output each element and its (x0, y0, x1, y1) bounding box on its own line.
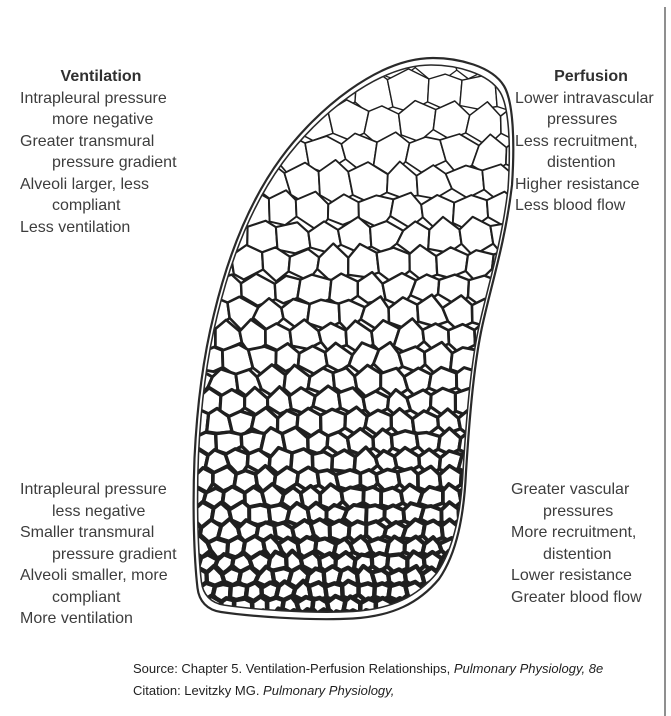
alveolus-cell (276, 222, 311, 253)
ventilation-base-annotations (20, 479, 185, 630)
citation-text: Citation: Levitzky MG. (133, 683, 264, 698)
alveolus-cell (257, 101, 300, 142)
pane-divider-line (664, 7, 666, 716)
annotation-line: compliant (52, 197, 121, 214)
alveolus-cell (457, 539, 476, 558)
alveolus-cell (503, 410, 528, 436)
alveolus-cell (481, 431, 504, 453)
alveolus-cell (488, 570, 506, 587)
alveolus-cell (406, 609, 421, 629)
alveolus-cell (281, 74, 321, 112)
alveolus-cell (502, 369, 529, 396)
annotation-line: distention (547, 154, 616, 171)
annotation-line: Greater blood flow (511, 588, 642, 606)
alveolus-cell (187, 161, 222, 198)
alveolus-cell (190, 107, 224, 141)
annotation-line: Less blood flow (515, 197, 626, 214)
alveolus-cell (490, 223, 517, 256)
annotation-line: distention (543, 545, 612, 563)
annotation-line: Alveoli larger, less (20, 175, 149, 193)
alveolus-cell (390, 612, 407, 629)
alveolus-cell (484, 581, 504, 600)
annotation-line: Alveoli smaller, more (20, 567, 168, 584)
alveolus-cell (498, 320, 528, 352)
alveolus-cell (456, 553, 474, 573)
alveolus-cell (476, 537, 495, 559)
alveolus-cell (198, 609, 213, 629)
alveolus-cell (221, 163, 258, 204)
annotation-line: Intrapleural pressure (20, 89, 167, 107)
citation-line (133, 680, 603, 702)
source-text: Source: Chapter 5. Ventilation-Perfusion Relationships, (133, 661, 454, 676)
alveolus-cell (517, 217, 552, 254)
alveolus-cell (496, 275, 524, 304)
alveolus-cell (172, 387, 200, 417)
alveolus-cell (502, 343, 531, 377)
alveolus-cell (457, 567, 471, 589)
alveolus-cell (452, 582, 471, 599)
annotation-line: pressures (543, 502, 614, 520)
alveolus-cell (508, 609, 526, 627)
alveolus-cell (239, 610, 257, 627)
perfusion-base-annotations (511, 479, 669, 608)
alveolus-cell (465, 611, 481, 629)
alveolus-cell (501, 387, 526, 418)
alveolus-cell (479, 469, 501, 492)
alveolus-cell (224, 107, 264, 144)
alveolus-cell (490, 553, 509, 573)
annotation-line: Less ventilation (20, 218, 131, 236)
annotation-line: Less recruitment, (515, 132, 638, 150)
alveolus-cell (495, 611, 511, 628)
alveolus-cell (172, 344, 201, 372)
alveolus-cell (160, 370, 187, 396)
alveolus-cell (341, 38, 377, 85)
alveolus-cell (482, 164, 514, 198)
alveolus-cell (419, 609, 436, 629)
alveolus-cell (175, 295, 204, 326)
alveolus-cell (439, 582, 454, 603)
alveolus-cell (500, 298, 528, 331)
alveolus-cell (524, 611, 542, 626)
annotation-line: Smaller transmural (20, 524, 155, 541)
annotation-line: less negative (52, 502, 146, 520)
ventilation-title: Ventilation (60, 68, 142, 85)
alveolus-cell (478, 387, 502, 417)
annotation-line: Lower resistance (511, 567, 632, 584)
alveolus-cell (460, 76, 497, 110)
alveolus-cell (525, 450, 543, 474)
alveolus-cell (188, 274, 215, 307)
alveolus-cell (332, 450, 355, 472)
alveolus-cell (460, 522, 480, 541)
alveolus-cell (487, 192, 517, 226)
annotation-line: pressures (547, 111, 618, 128)
alveolus-cell (208, 74, 249, 114)
source-line (133, 658, 603, 680)
alveolus-cell (473, 551, 490, 574)
annotation-line: Greater transmural (20, 132, 155, 150)
perfusion-title: Perfusion (554, 68, 628, 85)
alveolus-cell (480, 366, 505, 396)
alveolus-cell (162, 408, 186, 434)
annotation-line: Lower intravascular (515, 89, 654, 107)
alveolus-cell (205, 131, 244, 171)
alveolus-cell (263, 40, 302, 84)
alveolus-cell (272, 609, 285, 630)
alveolus-cell (450, 596, 466, 617)
annotation-line: compliant (52, 588, 121, 606)
alveolus-cell (446, 166, 484, 199)
alveolus-cell (238, 134, 277, 175)
ventilation-apex-annotations (20, 66, 182, 238)
alveolus-cell (361, 610, 377, 627)
alveolus-cell (175, 249, 204, 281)
alveolus-cell (246, 70, 284, 113)
annotation-line: Higher resistance (515, 175, 640, 193)
alveolus-cell (420, 596, 438, 613)
alveolus-cell (466, 598, 484, 617)
alveolus-cell (230, 35, 271, 81)
source-book-title: Pulmonary Physiology, 8e (453, 661, 604, 676)
alveolus-cell (163, 450, 186, 476)
alveolus-cell (484, 596, 497, 615)
alveolus-cell (478, 610, 496, 628)
alveolus-cell (501, 448, 527, 472)
alveolus-cell (468, 584, 486, 601)
annotation-line: pressure gradient (52, 545, 177, 563)
alveolus-cell (480, 412, 504, 437)
alveolus-cell (449, 610, 466, 628)
alveolus-cell (502, 430, 528, 456)
citation-book-title: Pulmonary Physiology, (263, 683, 395, 698)
alveolus-cell (478, 347, 504, 373)
alveolus-cell (479, 449, 501, 475)
alveolus-cell (188, 595, 205, 615)
alveolus-cell (188, 39, 232, 82)
alveolus-cell (436, 596, 454, 614)
alveolus-cell (160, 270, 189, 306)
alveolus-cell (478, 503, 499, 526)
alveolus-cell (205, 193, 240, 225)
alveolus-cell (471, 567, 489, 586)
alveolus-cell (172, 429, 197, 453)
alveolus-cell (257, 611, 273, 628)
alveolus-cell (476, 519, 497, 543)
annotation-line: More ventilation (20, 610, 133, 627)
alveolus-cell (187, 222, 222, 253)
annotation-line: More recruitment, (511, 524, 637, 541)
alveolus-cell (158, 322, 189, 352)
perfusion-apex-annotations (515, 66, 667, 217)
annotation-line: Greater vascular (511, 481, 630, 498)
alveolus-cell (405, 582, 422, 602)
source-citation (133, 658, 603, 702)
alveolus-cell (300, 38, 343, 83)
alveolus-cell (436, 609, 451, 628)
annotation-line: more negative (52, 111, 154, 128)
alveolus-cell (479, 487, 502, 508)
annotation-line: Intrapleural pressure (20, 481, 167, 498)
alveolus-cell (493, 536, 513, 559)
annotation-line: pressure gradient (52, 154, 177, 171)
